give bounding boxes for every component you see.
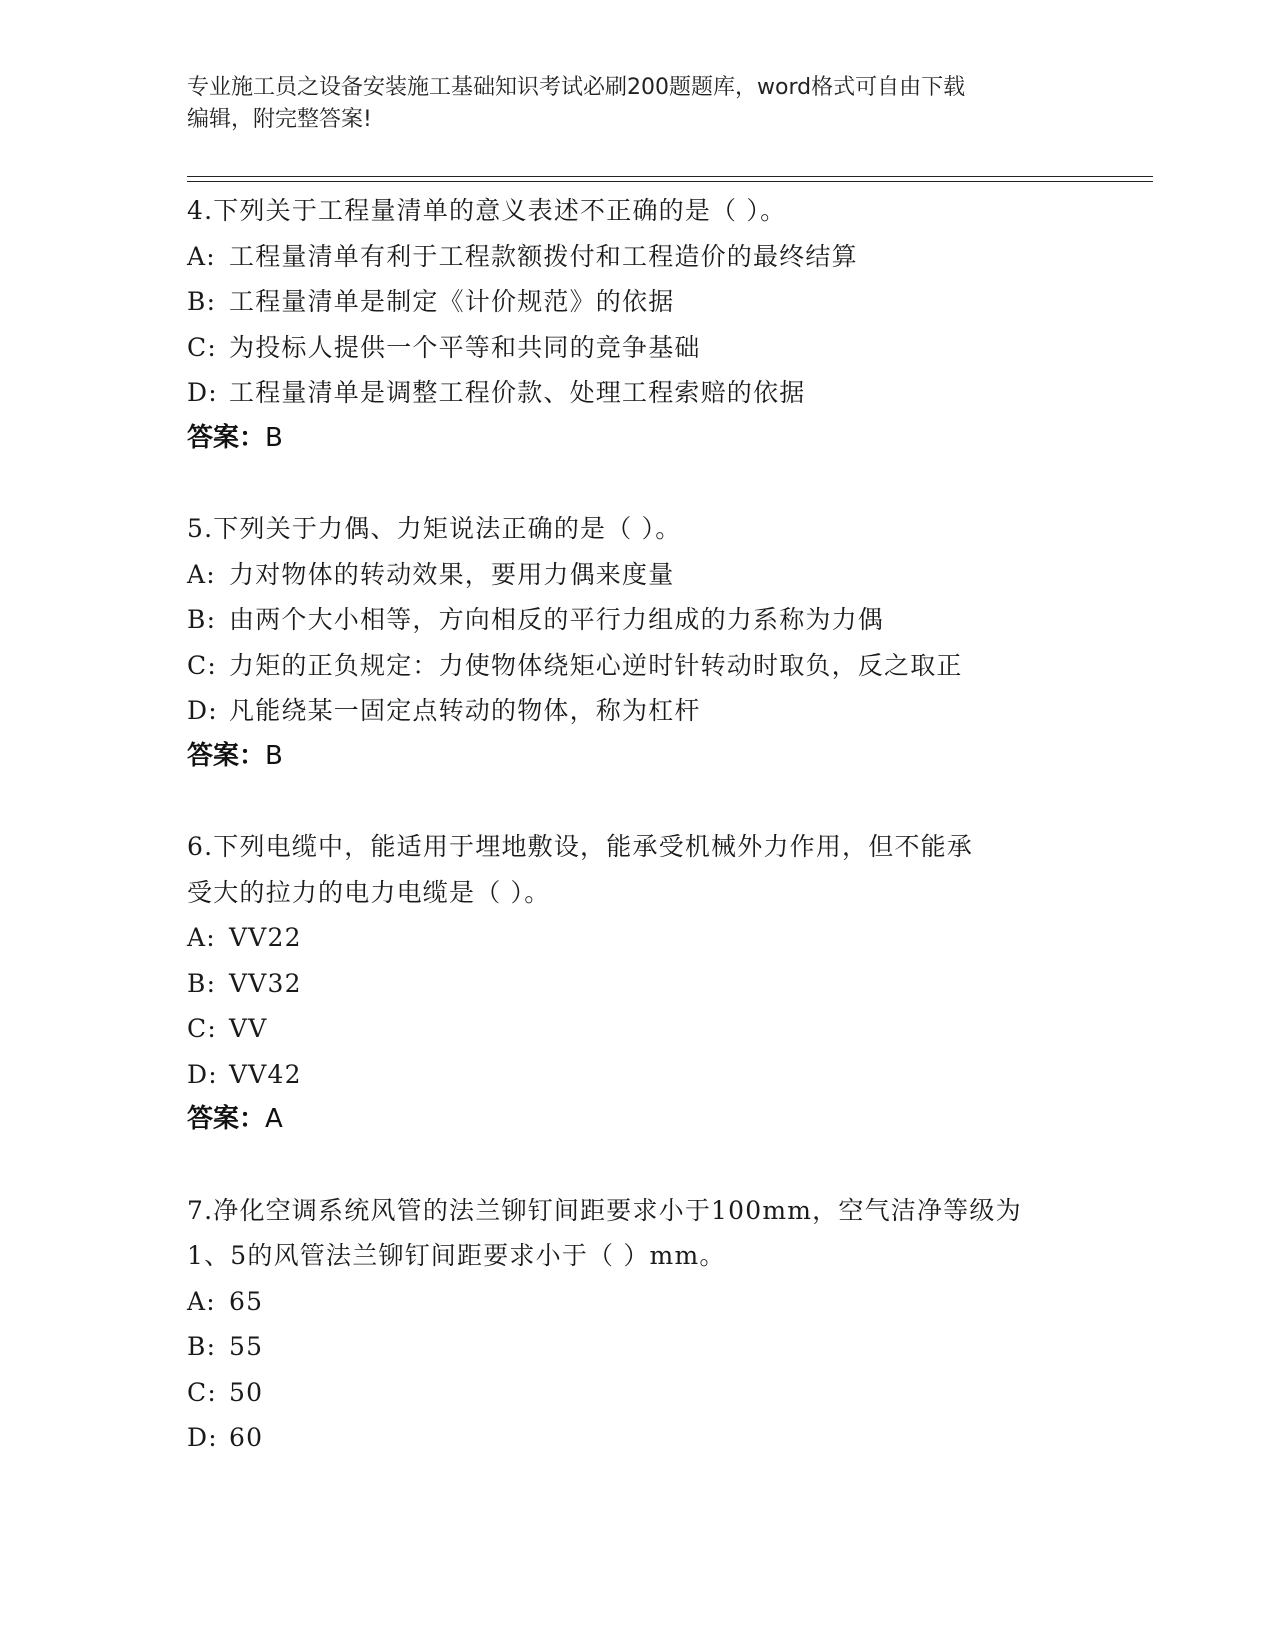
option-key: C: <box>187 1377 217 1407</box>
header-title-line-1: 专业施工员之设备安装施工基础知识考试必刷200题题库，word格式可自由下载 <box>187 75 966 100</box>
option-b <box>187 279 1087 325</box>
option-key: C: <box>187 332 217 362</box>
option-b <box>187 961 1087 1007</box>
option-key: B: <box>187 968 217 998</box>
header-title-line-2: 编辑，附完整答案! <box>187 107 372 132</box>
option-text: 力对物体的转动效果，要用力偶来度量 <box>229 559 675 589</box>
option-text: 工程量清单有利于工程款额拨付和工程造价的最终结算 <box>229 241 858 271</box>
question-spacer <box>187 779 1087 824</box>
option-text: 由两个大小相等，方向相反的平行力组成的力系称为力偶 <box>229 605 885 634</box>
answer-line <box>187 1097 1087 1143</box>
question-stem-line-2: 受大的拉力的电力电缆是（ ）。 <box>187 877 551 907</box>
question-stem: 5.下列关于力偶、力矩说法正确的是（ ）。 <box>187 514 682 543</box>
option-d <box>187 370 1087 416</box>
answer-value: A <box>265 1104 283 1134</box>
option-text: 50 <box>229 1377 264 1407</box>
question-stem: 4.下列关于工程量清单的意义表述不正确的是（ ）。 <box>187 196 787 225</box>
option-key: A: <box>187 559 216 589</box>
option-text: 55 <box>229 1332 264 1361</box>
option-c <box>187 1006 1087 1052</box>
option-a <box>187 915 1087 961</box>
option-key: B: <box>187 1332 217 1361</box>
answer-line <box>187 734 1087 780</box>
question-5 <box>187 506 1087 779</box>
option-key: B: <box>187 287 217 316</box>
option-a <box>187 234 1087 280</box>
option-text: 凡能绕某一固定点转动的物体，称为杠杆 <box>229 696 701 725</box>
option-key: B: <box>187 605 217 634</box>
option-text: 65 <box>229 1286 264 1316</box>
question-4 <box>187 188 1087 461</box>
question-spacer <box>187 461 1087 506</box>
question-stem-line-1: 7.净化空调系统风管的法兰铆钉间距要求小于100mm，空气洁净等级为 <box>187 1195 1022 1225</box>
option-c <box>187 325 1087 371</box>
option-text: 60 <box>229 1423 264 1452</box>
question-stem-line-1: 6.下列电缆中，能适用于埋地敷设，能承受机械外力作用，但不能承 <box>187 832 974 861</box>
option-d <box>187 688 1087 734</box>
option-text: VV42 <box>229 1059 302 1089</box>
option-key: D: <box>187 378 218 407</box>
option-key: D: <box>187 1059 218 1089</box>
option-d <box>187 1415 1087 1461</box>
option-key: C: <box>187 650 217 680</box>
option-text: VV22 <box>229 923 302 952</box>
option-b <box>187 597 1087 643</box>
option-text: 工程量清单是制定《计价规范》的依据 <box>229 287 675 316</box>
answer-line <box>187 416 1087 462</box>
document-header <box>187 72 1067 136</box>
answer-label: 答案： <box>187 740 266 771</box>
answer-value: B <box>265 740 283 771</box>
option-a <box>187 1279 1087 1325</box>
option-key: D: <box>187 696 218 725</box>
option-key: C: <box>187 1014 217 1043</box>
answer-label: 答案： <box>187 1104 266 1134</box>
option-a <box>187 552 1087 598</box>
question-list <box>187 188 1087 1461</box>
option-c <box>187 643 1087 689</box>
option-key: A: <box>187 923 216 952</box>
answer-label: 答案： <box>187 422 266 453</box>
question-spacer <box>187 1143 1087 1188</box>
option-key: A: <box>187 1286 216 1316</box>
header-divider-bottom <box>187 181 1153 182</box>
header-divider-top <box>187 176 1153 177</box>
option-text: VV <box>229 1014 268 1043</box>
option-c <box>187 1370 1087 1416</box>
option-b <box>187 1324 1087 1370</box>
option-text: VV32 <box>229 968 302 998</box>
option-key: D: <box>187 1423 218 1452</box>
option-text: 力矩的正负规定：力使物体绕矩心逆时针转动时取负，反之取正 <box>229 650 963 680</box>
question-6 <box>187 824 1087 1143</box>
option-text: 工程量清单是调整工程价款、处理工程索赔的依据 <box>229 378 806 407</box>
question-stem-line-2: 1、5的风管法兰铆钉间距要求小于（ ）mm。 <box>187 1241 726 1270</box>
option-d <box>187 1052 1087 1098</box>
answer-value: B <box>265 422 283 453</box>
option-key: A: <box>187 241 216 271</box>
option-text: 为投标人提供一个平等和共同的竞争基础 <box>229 332 701 362</box>
question-7 <box>187 1188 1087 1461</box>
